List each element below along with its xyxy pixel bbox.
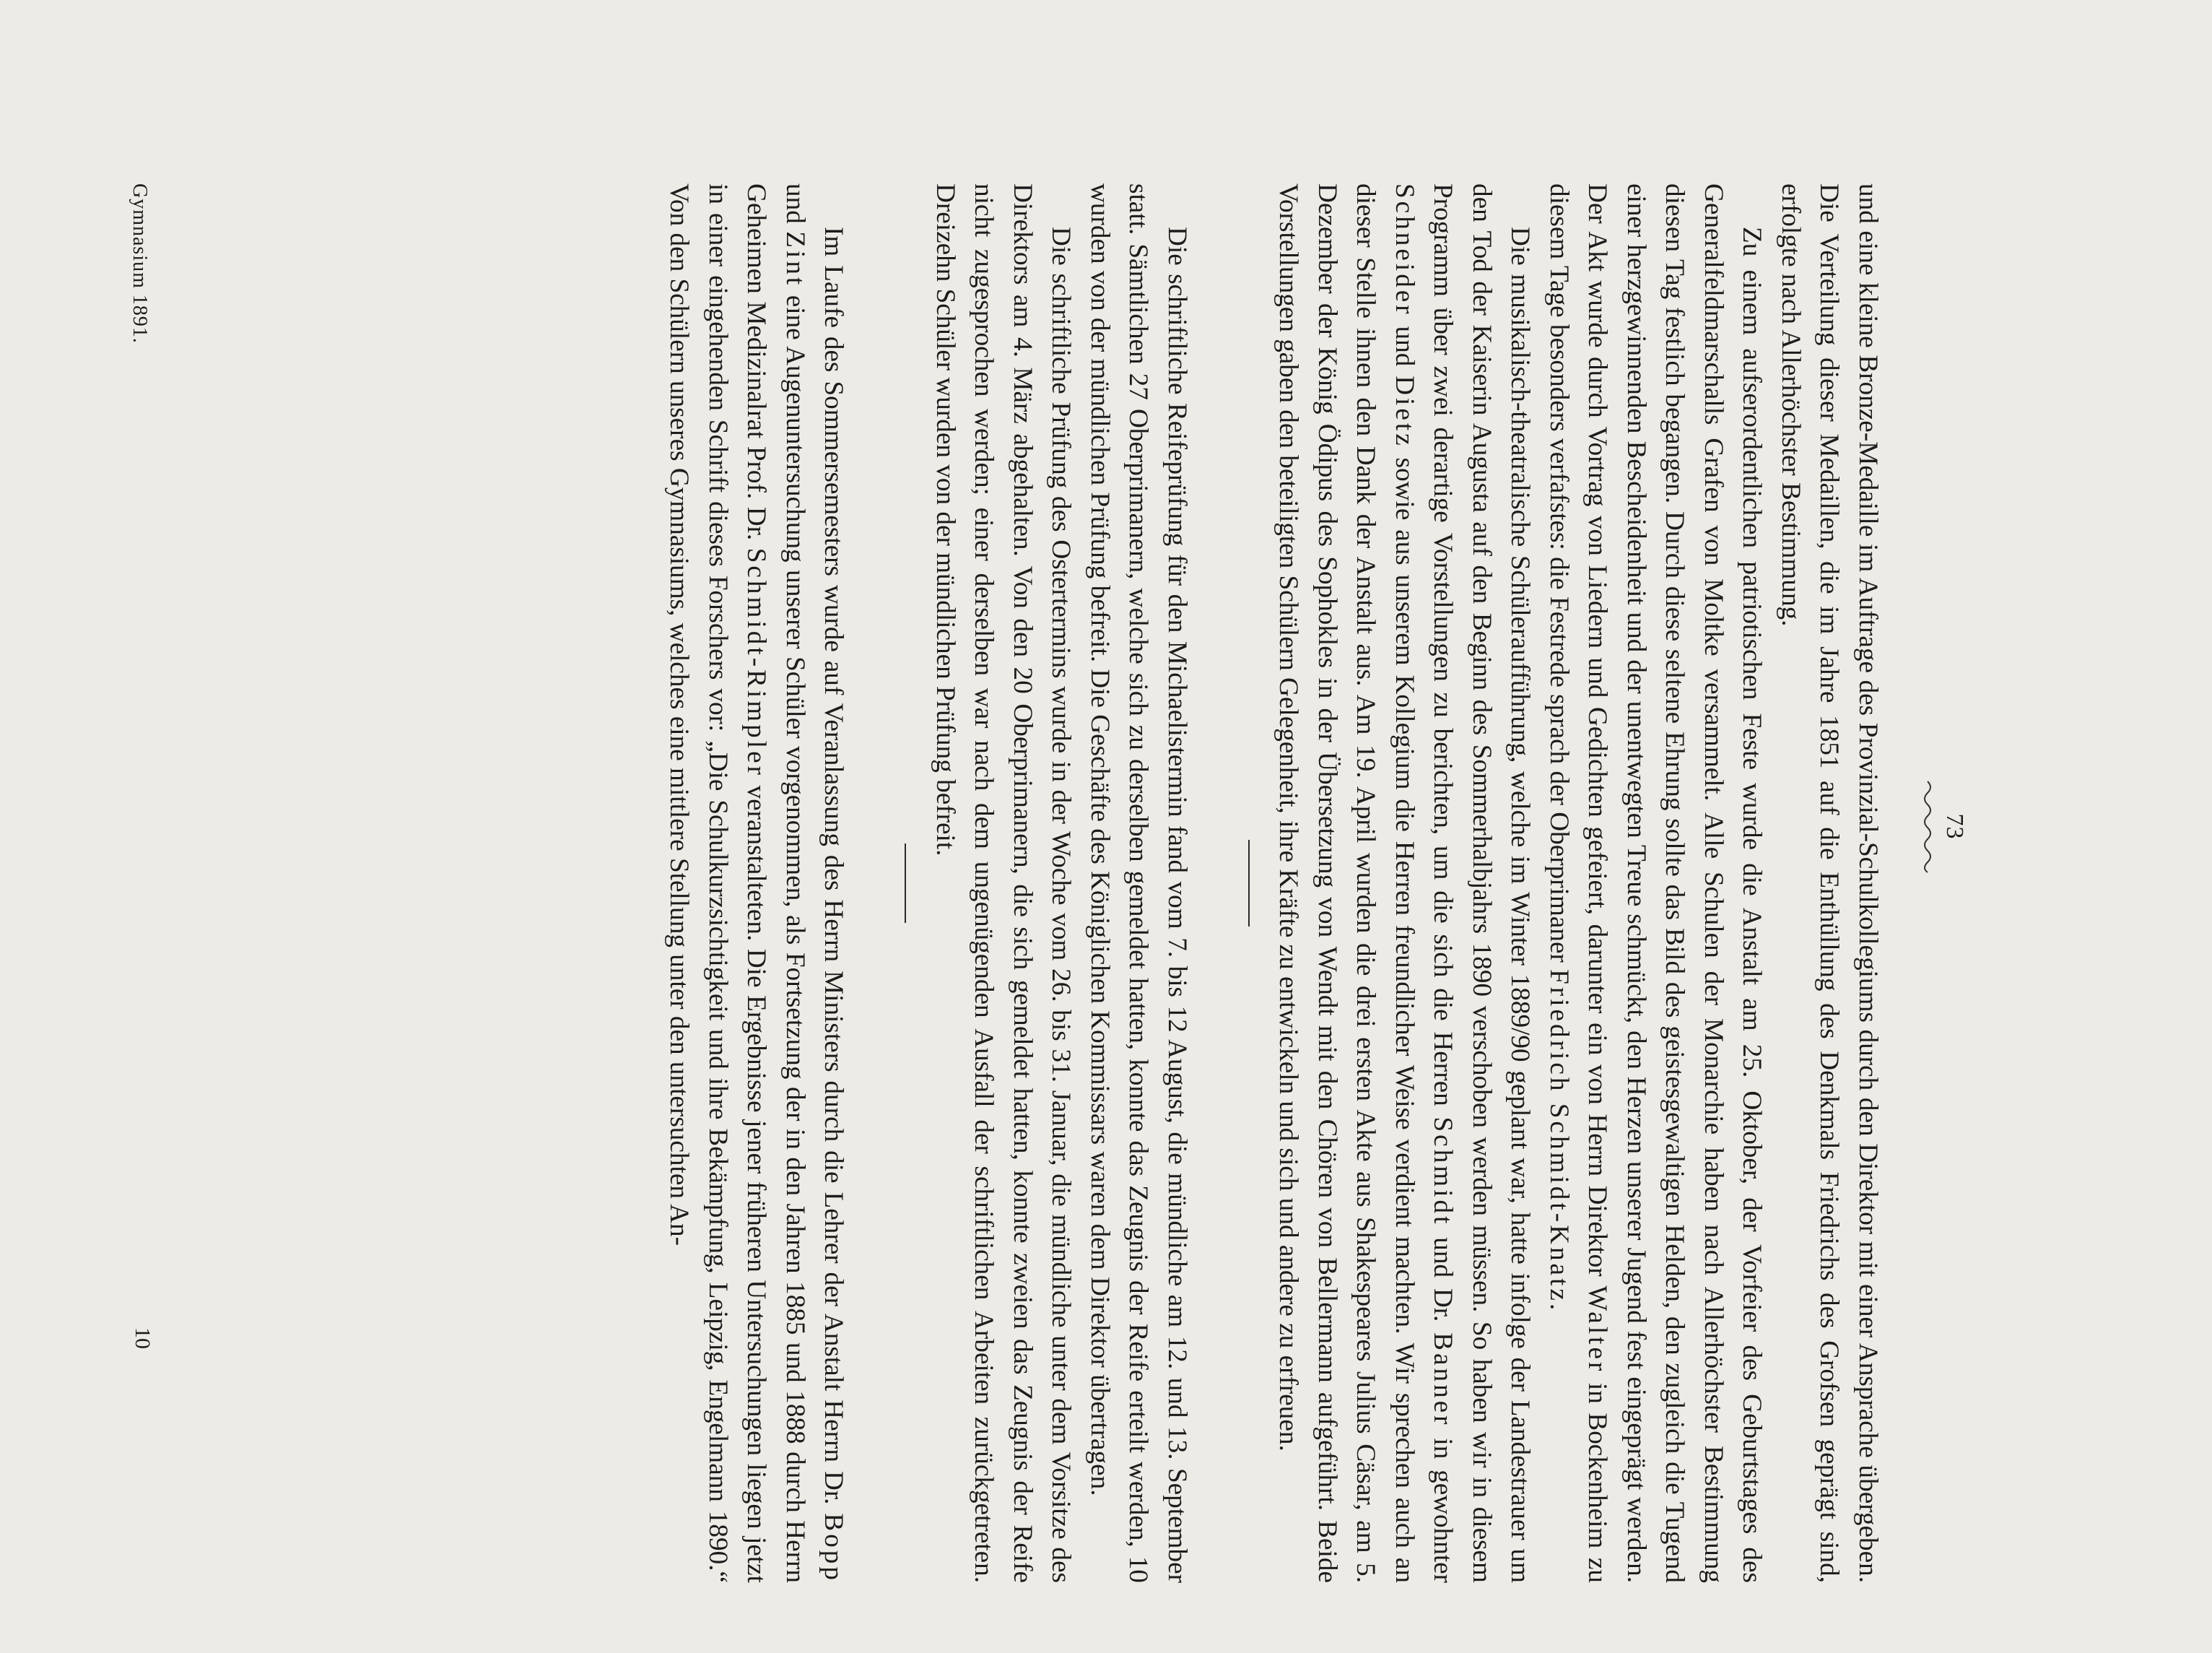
paragraph-text: Im Laufe des Sommersemesters wurde auf Veranlassung des Herrn Ministers durch die Lehrer der Anstalt Herrn Dr. [819,227,849,1505]
paragraph-medaille: und eine kleine Bronze-Medaille im Auftrage des Provinzial-Schulkollegiums durch den Direktor mit einer Ansprache übergeben. Die Verteilung dieser Medaillen, die im Jahre 1851 auf die Enthüllung des Denkmals Friedrichs des Grofsen geprägt sind, erfolgte nach Allerhöchster Bestimmung. [1776,183,1883,1583]
paragraph-text: und [1390,326,1419,367]
footer-signature: Gymnasium 1891. [129,183,151,344]
name-zint: Zint [780,231,810,288]
paragraph-text: sowie aus unserem Kollegium die Herren [1390,457,1419,916]
page-number: 73 [1941,813,1968,840]
paragraph-michaelistermin: Die schriftliche Reifeprüfung für den Michaelistermin fand vom 7. bis 12 August, die mündliche am 12. und 13. September statt. Sämtlichen 27 Oberprimanern, welche sich zu derselben gemeldet hatten, konnte das Zeugnis der Reife erteilt werden, 10 wurden von der mündlichen Prüfung befreit. Die Geschäfte des Königlichen Kommissars waren dem Direktor übertragen. [1085,183,1192,1583]
name-schmidt: Schmidt [1428,1116,1458,1227]
paragraph-text: Schneider [1390,183,1419,317]
name-schmidt-knatz: Friedrich Schmidt-Knatz. [1544,969,1574,1314]
paragraph-text: in gewohnter [1428,1438,1458,1584]
paragraph-moltke-feier [1540,183,1772,1583]
name-schmidt-rimpler: Schmidt-Rimpler [741,547,772,778]
paragraph-augenuntersuchung [660,183,853,1583]
paragraph-text: Die musikalisch-theatralische Schüleraufführung, welche im Winter 1889/90 geplant war, hatte infolge der Landestrauer um den Tod der Kaiserin Augusta auf den Beginn des Sommerhalbjahrs 1890 verschoben werden müssen. So haben wir in diesem Programm über zwei derartige Vorstellungen zu berichten, um die sich die Herren [1428,183,1536,1583]
body-text [660,183,1887,1583]
section-divider [1248,840,1250,927]
paragraph-text: veranstalteten. Die Ergebnisse jener früheren Untersuchungen liegen jetzt in einer eingehenden Schrift dieses Forschers vor: „Die Schulkurzsichtigkeit und ihre Bekämpfung, Leipzig, Engelmann 1890.“ Von den Schülern unseres Gymnasiums, welches eine mittlere Stellung unter den untersuchten An- [664,183,772,1584]
page-ornament [1922,780,1933,874]
paragraph-ostertermin: Die schriftliche Prüfung des Ostertermins wurde in der Woche vom 26. bis 31. Januar, die mündliche unter dem Vorsitze des Direktors am 4. März abgehalten. Von den 20 Oberprimanern, die sich gemeldet hatten, konnte zweien das Zeugnis der Reife nicht zugesprochen werden; einer derselben war nach dem ungenügenden Ausfall der schriftlichen Arbeiten zurückgetreten. Dreizehn Schüler wurden von der mündlichen Prüfung befreit. [931,183,1076,1583]
paragraph-text: eine Augenuntersuchung unserer Schüler vorgenommen, als Fortsetzung der in den Jahren 1885 und 1888 durch Herrn Geheimen Medizinalrat Prof. Dr. [741,183,810,1584]
name-banner: Banner [1428,1332,1458,1428]
paragraph-schueleraufführung [1269,183,1540,1583]
paragraph-text: in Bockenheim zu diesem Tage besonders verfafstes: die Festrede sprach der Oberprimaner [1544,183,1613,1584]
paragraph-text: und Dr. [1428,1237,1458,1322]
paragraph-text: Zu einem aufserordentlichen patriotischen Feste wurde die Anstalt am 25. Oktober, der Vorfeier des Geburtstages des Generalfeldmarschalls Grafen von Moltke versammelt. Alle Schulen der Monarchie haben nach Allerhöchster Bestimmung diesen Tag festlich begangen. Durch diese seltene Ehrung sollte das Bild des geistesgewaltigen Helden, den zugleich die Tugend einer herzgewinnenden Bescheidenheit und der unentwegten Treue schmückt, den Herzen unserer Jugend fest eingeprägt werden. Der Akt wurde durch Vortrag von Liedern und Gedichten gefeiert, darunter ein von Herrn Direktor [1582,183,1767,1583]
name-bopp: Bopp [819,1513,849,1583]
paragraph-text: freundlicher Weise verdient machten. Wir sprechen auch an dieser Stelle ihnen den Dank der Anstalt aus. Am 19. April wurden die drei ersten Akte aus Shakespeares Julius Cäsar, am 5. Dezember der König Ödipus des Sophokles in der Übersetzung von Wendt mit den Chören von Bellermann aufgeführt. Beide Vorstellungen gaben den beteiligten Schülern Gelegenheit, ihre Kräfte zu entwickeln und sich und andere zu erfreuen. [1273,183,1419,1583]
name-dietz: Dietz [1390,376,1419,448]
section-divider [905,843,907,923]
name-walter: Walter [1582,1285,1613,1374]
footer-sheet-number: 10 [131,1327,154,1349]
paragraph-text: und [780,183,810,224]
